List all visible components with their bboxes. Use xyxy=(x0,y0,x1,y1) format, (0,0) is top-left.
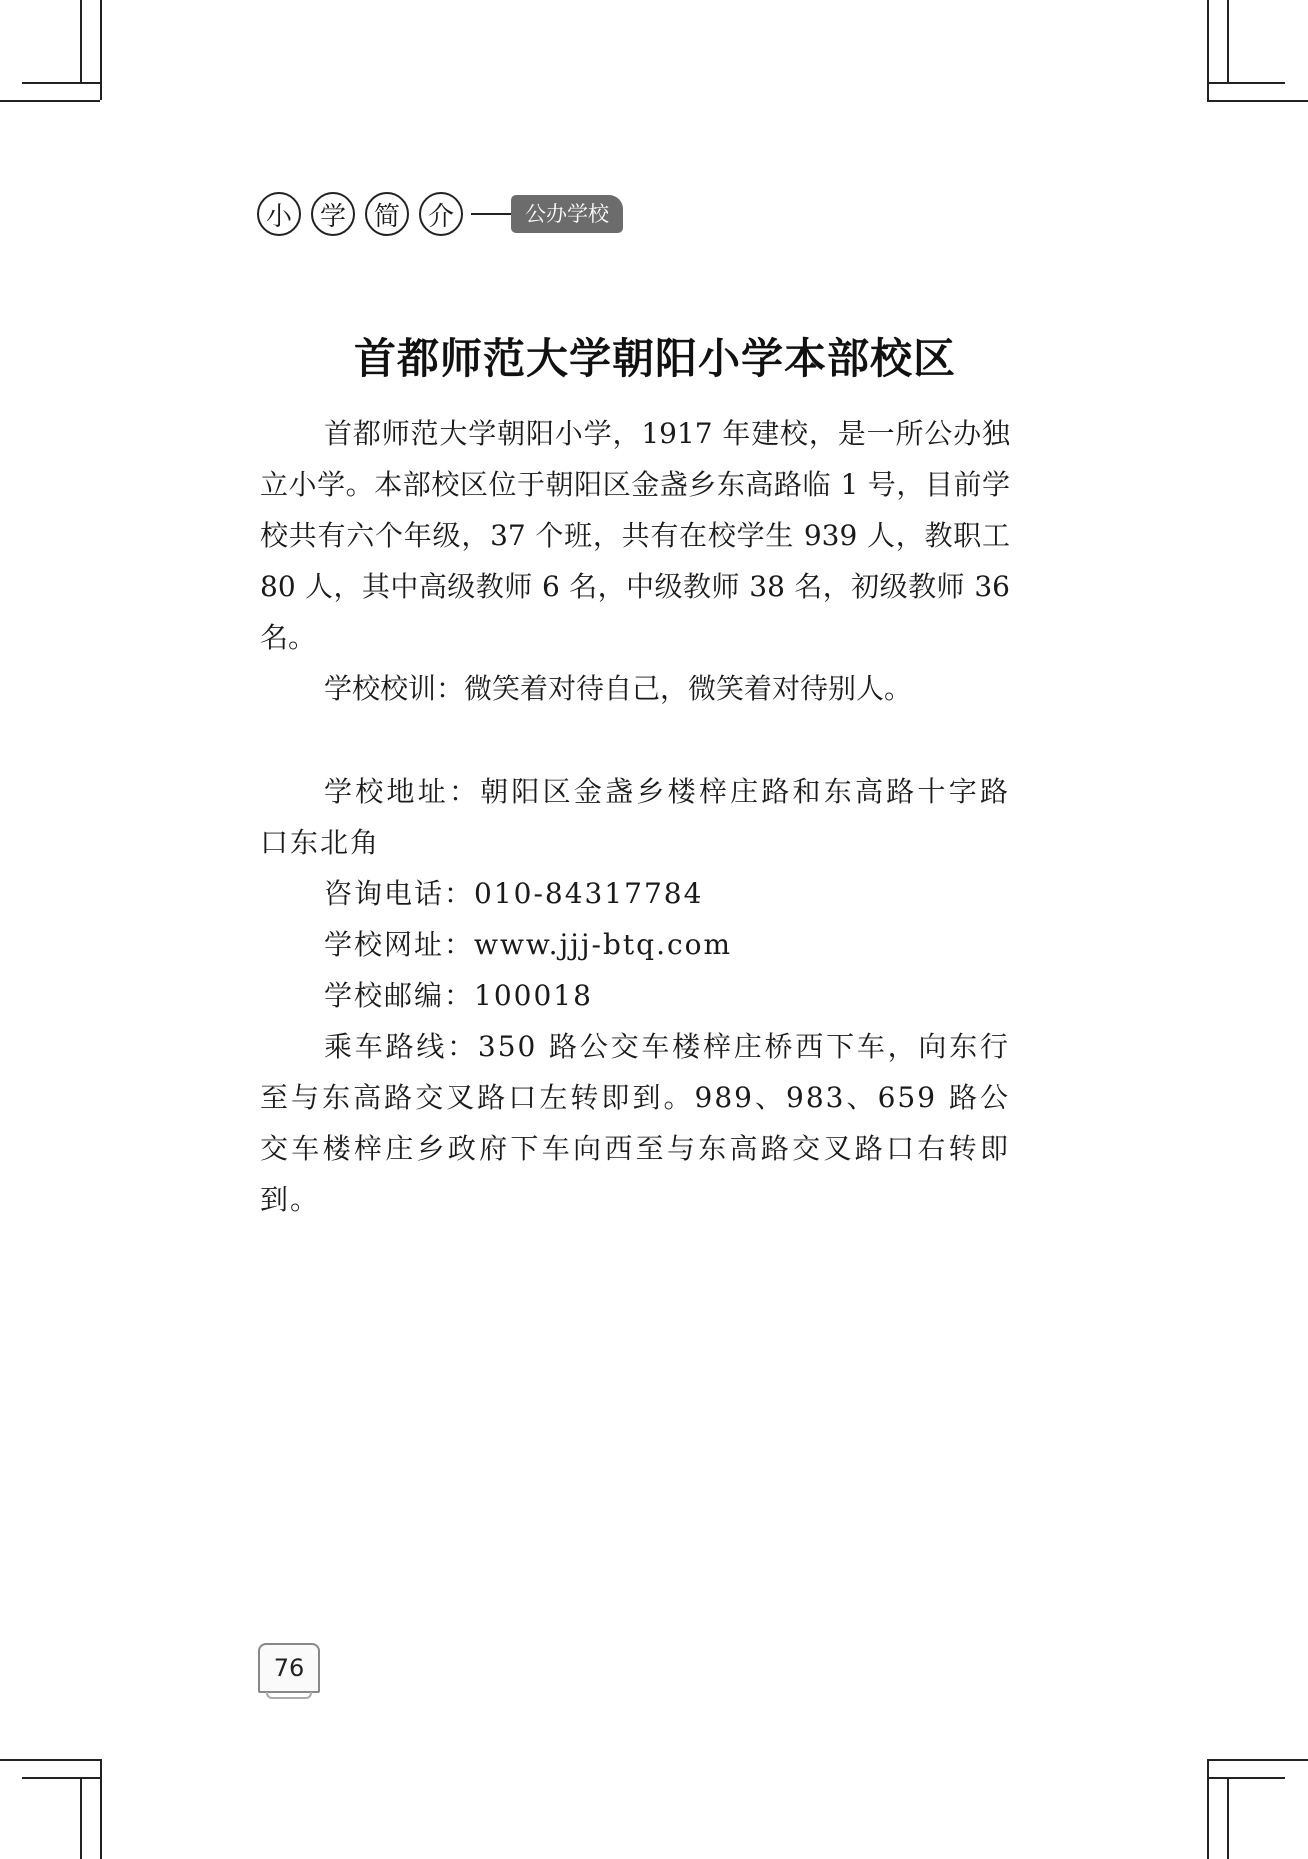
crop-mark xyxy=(80,1777,82,1859)
route-line: 乘车路线：350 路公交车楼梓庄桥西下车，向东行至与东高路交叉路口左转即到。989、983、659 路公交车楼梓庄乡政府下车向西至与东高路交叉路口右转即到。 xyxy=(260,1030,1010,1216)
phone-line: 咨询电话：010-84317784 xyxy=(324,877,704,910)
crop-mark xyxy=(1207,1759,1209,1859)
crop-mark xyxy=(1207,1777,1285,1779)
article-body xyxy=(260,408,1010,1225)
website-line: 学校网址：www.jjj-btq.com xyxy=(324,928,733,961)
crop-mark xyxy=(1207,100,1308,102)
page-title: 首都师范大学朝阳小学本部校区 xyxy=(353,334,956,383)
crop-mark xyxy=(100,0,102,100)
header-connector-line xyxy=(471,213,511,215)
crop-mark xyxy=(0,1759,100,1761)
header-circle-char: 介 xyxy=(419,192,463,236)
crop-mark xyxy=(100,1759,102,1859)
category-tag: 公办学校 xyxy=(511,195,623,233)
spacer xyxy=(260,714,1010,766)
crop-mark xyxy=(0,100,100,102)
crop-mark xyxy=(80,0,82,82)
header-circle-char: 小 xyxy=(257,192,301,236)
crop-mark xyxy=(1207,0,1209,100)
crop-mark xyxy=(1227,0,1229,82)
crop-mark xyxy=(22,1777,100,1779)
motto-paragraph: 学校校训：微笑着对待自己，微笑着对待别人。 xyxy=(324,672,913,705)
crop-mark xyxy=(22,82,100,84)
address-line: 学校地址：朝阳区金盏乡楼梓庄路和东高路十字路口东北角 xyxy=(260,775,1010,859)
crop-mark xyxy=(1207,1759,1308,1761)
crop-mark xyxy=(1207,82,1285,84)
school-info xyxy=(260,766,1010,1225)
intro-paragraph: 首都师范大学朝阳小学，1917 年建校，是一所公办独立小学。本部校区位于朝阳区金盏乡东高路临 1 号，目前学校共有六个年级，37 个班，共有在校学生 939 人，教职工 80 人，其中高级教师 6 名，中级教师 38 名，初级教师 36 名。 xyxy=(260,417,1010,654)
header-circle-char: 简 xyxy=(365,192,409,236)
header-circle-char: 学 xyxy=(311,192,355,236)
postcode-line: 学校邮编：100018 xyxy=(324,979,593,1012)
crop-mark xyxy=(1227,1777,1229,1859)
section-header xyxy=(257,191,623,237)
page-number: 76 xyxy=(258,1643,320,1693)
